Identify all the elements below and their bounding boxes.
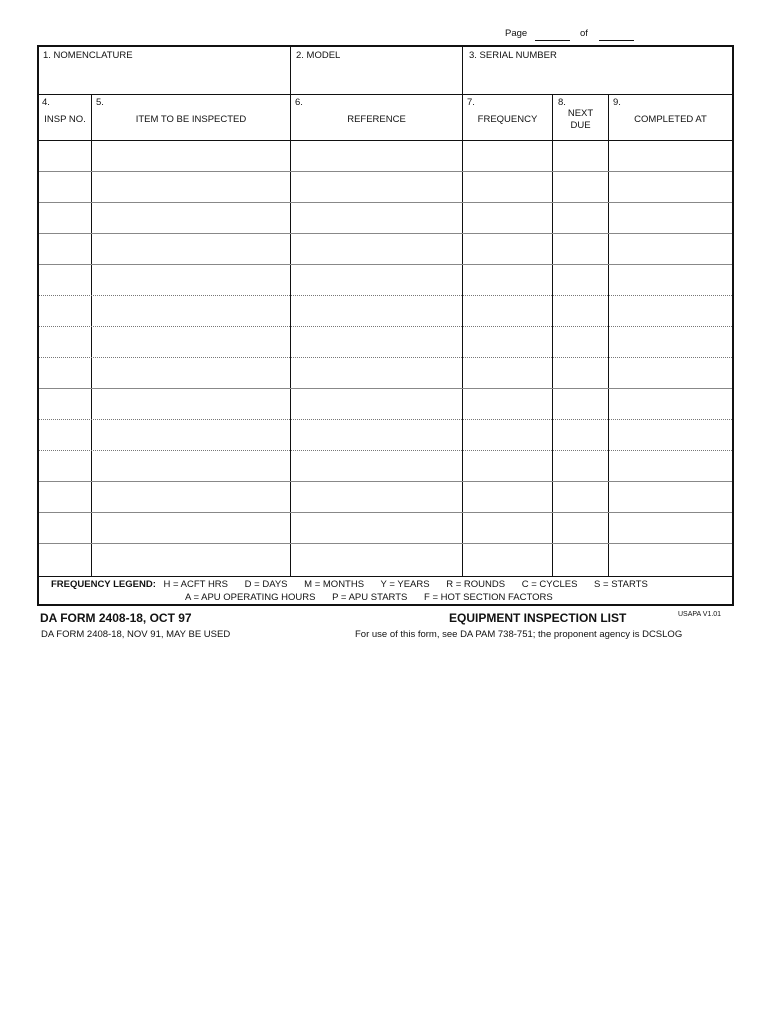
frequency-header: FREQUENCY — [477, 114, 538, 125]
legend-item: P = APU STARTS — [332, 592, 408, 603]
table-row[interactable] — [39, 358, 732, 388]
version-label: USAPA V1.01 — [678, 611, 722, 618]
next-due-header — [553, 108, 608, 132]
table-row[interactable] — [39, 141, 732, 171]
legend-item: D = DAYS — [244, 579, 288, 590]
document-title: EQUIPMENT INSPECTION LIST — [449, 611, 627, 625]
table-row[interactable] — [39, 327, 732, 357]
table-row[interactable] — [39, 451, 732, 481]
page-number-field[interactable] — [535, 40, 570, 41]
item-header: ITEM TO BE INSPECTED — [135, 114, 247, 125]
inspection-form — [37, 45, 734, 606]
legend-item: H = ACFT HRS — [163, 579, 229, 590]
serial-number-field[interactable] — [463, 47, 732, 94]
completed-at-number: 9. — [613, 97, 621, 108]
divider — [290, 47, 291, 94]
table-row[interactable] — [39, 296, 732, 326]
next-due-line1: NEXT — [567, 108, 594, 119]
previous-edition-note: DA FORM 2408-18, NOV 91, MAY BE USED — [41, 629, 231, 640]
divider — [462, 47, 463, 94]
frequency-number: 7. — [467, 97, 475, 108]
frequency-legend-line2 — [185, 592, 567, 603]
table-row[interactable] — [39, 513, 732, 543]
frequency-legend — [51, 579, 662, 590]
legend-item: A = APU OPERATING HOURS — [185, 592, 316, 603]
page-label: Page — [505, 28, 528, 39]
table-row[interactable] — [39, 389, 732, 419]
legend-item: F = HOT SECTION FACTORS — [424, 592, 553, 603]
table-row[interactable] — [39, 265, 732, 295]
nomenclature-field[interactable] — [39, 47, 290, 94]
table-row[interactable] — [39, 482, 732, 512]
divider — [39, 576, 732, 577]
divider — [39, 94, 732, 95]
next-due-line2: DUE — [570, 120, 591, 131]
nomenclature-label: 1. NOMENCLATURE — [43, 50, 133, 61]
model-label: 2. MODEL — [296, 50, 341, 61]
form-title: DA FORM 2408-18, OCT 97 — [40, 611, 192, 625]
table-row[interactable] — [39, 172, 732, 202]
insp-no-number: 4. — [42, 97, 50, 108]
total-pages-field[interactable] — [599, 40, 634, 41]
model-field[interactable] — [291, 47, 462, 94]
insp-no-header: INSP NO. — [44, 114, 86, 125]
legend-item: M = MONTHS — [304, 579, 365, 590]
reference-header: REFERENCE — [347, 114, 406, 125]
frequency-legend-title: FREQUENCY LEGEND: — [51, 579, 156, 590]
table-row[interactable] — [39, 234, 732, 264]
of-label: of — [580, 28, 588, 39]
page-number-line — [0, 28, 770, 44]
table-row[interactable] — [39, 420, 732, 450]
legend-item: S = STARTS — [594, 579, 648, 590]
legend-item: R = ROUNDS — [446, 579, 506, 590]
reference-number: 6. — [295, 97, 303, 108]
next-due-number: 8. — [558, 97, 566, 108]
usage-note: For use of this form, see DA PAM 738-751; the proponent agency is DCSLOG — [355, 629, 683, 640]
serial-number-label: 3. SERIAL NUMBER — [469, 50, 557, 61]
table-row[interactable] — [39, 203, 732, 233]
legend-item: Y = YEARS — [380, 579, 430, 590]
item-number: 5. — [96, 97, 104, 108]
legend-item: C = CYCLES — [521, 579, 578, 590]
completed-at-header: COMPLETED AT — [634, 114, 707, 125]
table-row[interactable] — [39, 544, 732, 576]
